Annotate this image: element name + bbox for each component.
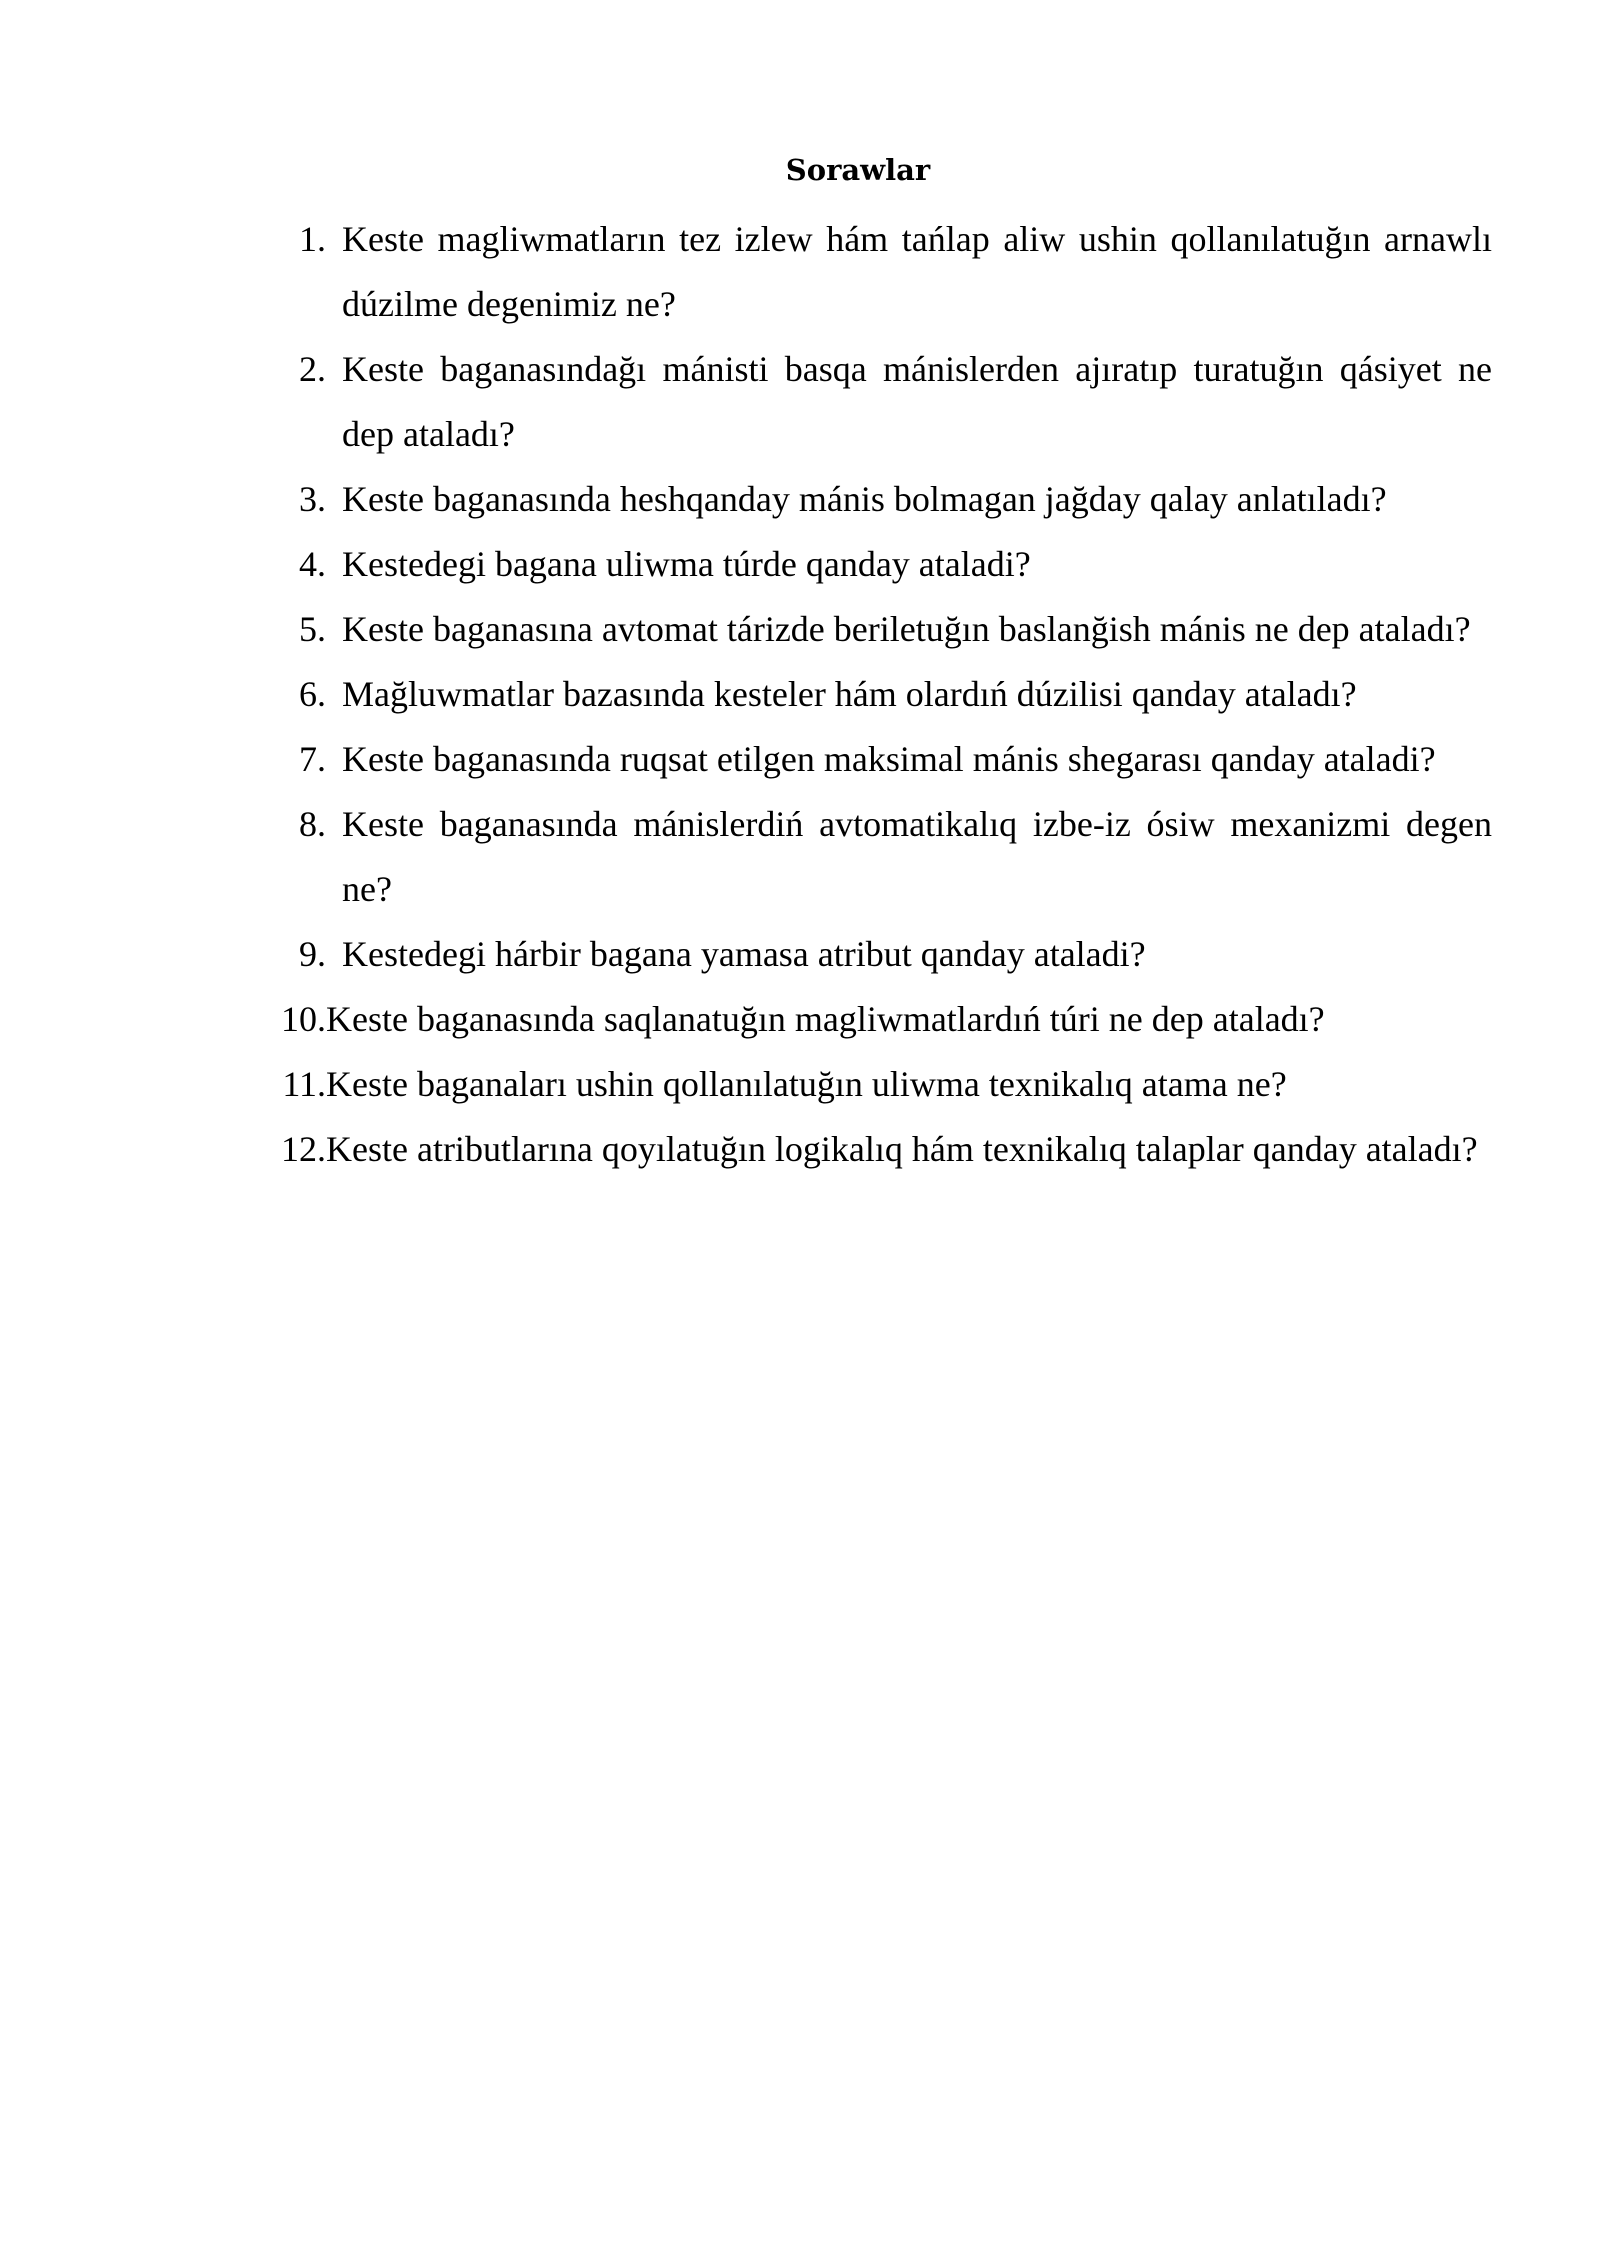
question-text: Keste magliwmatların tez izlew hám tańlap aliw ushin qollanılatuğın arnawlı dúzilme degenimiz ne? [342, 219, 1492, 324]
question-text: Keste baganasında saqlanatuğın magliwmatlardıń túri ne dep ataladı? [326, 999, 1325, 1039]
question-text: Keste baganasında heshqanday mánis bolmagan jağday qalay anlatıladı? [342, 479, 1387, 519]
question-text: Kestedegi bagana uliwma túrde qanday ataladi? [342, 544, 1031, 584]
question-text: Keste atributlarına qoyılatuğın logikalıq hám texnikalıq talaplar qanday ataladı? [326, 1129, 1478, 1169]
question-number: 8. [299, 804, 326, 844]
question-item-12 [270, 1117, 1492, 1182]
question-number: 11. [282, 1064, 326, 1104]
question-item-3 [270, 467, 1492, 532]
question-text: Kestedegi hárbir bagana yamasa atribut qanday ataladi? [342, 934, 1146, 974]
question-list [270, 207, 1492, 1182]
question-item-11 [270, 1052, 1492, 1117]
question-number: 4. [299, 544, 326, 584]
question-number: 2. [299, 349, 326, 389]
question-number: 5. [299, 609, 326, 649]
question-text: Keste baganasına avtomat tárizde beriletuğın baslanğish mánis ne dep ataladı? [342, 609, 1471, 649]
question-item-5 [270, 597, 1492, 662]
question-number: 7. [299, 739, 326, 779]
question-number: 6. [299, 674, 326, 714]
question-text: Keste baganasındağı mánisti basqa mánislerden ajıratıp turatuğın qásiyet ne dep ataladı? [342, 349, 1492, 454]
question-text: Mağluwmatlar bazasında kesteler hám olardıń dúzilisi qanday ataladı? [342, 674, 1357, 714]
question-number: 12. [281, 1129, 326, 1169]
question-item-9 [270, 922, 1492, 987]
question-item-10 [270, 987, 1492, 1052]
question-item-1 [270, 207, 1492, 337]
question-item-4 [270, 532, 1492, 597]
question-number: 1. [299, 219, 326, 259]
question-text: Keste baganaları ushin qollanılatuğın uliwma texnikalıq atama ne? [326, 1064, 1287, 1104]
question-text: Keste baganasında ruqsat etilgen maksimal mánis shegarası qanday ataladi? [342, 739, 1436, 779]
question-text: Keste baganasında mánislerdiń avtomatikalıq izbe-iz ósiw mexanizmi degen ne? [342, 804, 1492, 909]
question-item-2 [270, 337, 1492, 467]
page-title: Sorawlar [785, 153, 931, 187]
question-number: 3. [299, 479, 326, 519]
question-item-7 [270, 727, 1492, 792]
question-number: 9. [299, 934, 326, 974]
question-item-8 [270, 792, 1492, 922]
question-item-6 [270, 662, 1492, 727]
question-number: 10. [281, 999, 326, 1039]
